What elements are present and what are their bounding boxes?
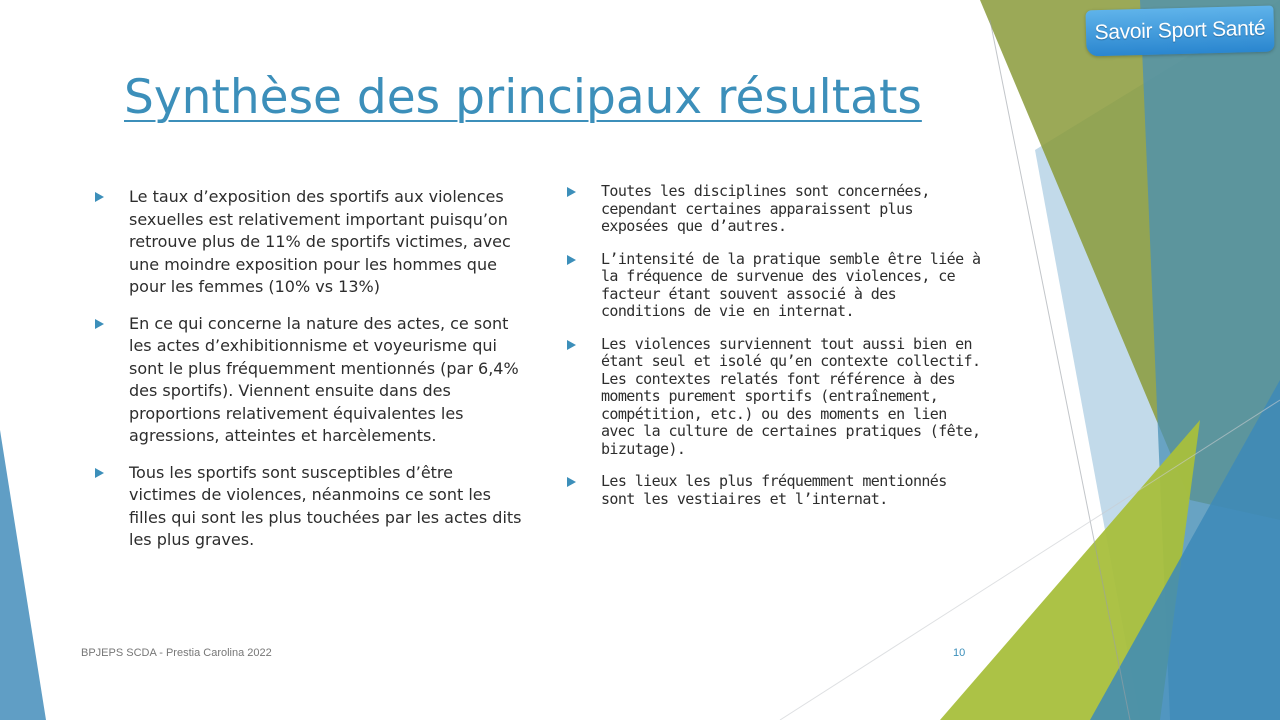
right-bullet-text: Les violences surviennent tout aussi bien en étant seul et isolé qu’en contexte collectif. Les contextes relatés font référence à des moments purement sportifs (entraînement, compétition, etc.) ou des moments en lien avec la culture de certaines pratiques (fête, bizutage). (601, 334, 981, 458)
slide-footer: BPJEPS SCDA - Prestia Carolina 2022 (81, 647, 272, 659)
right-bullet-item (565, 251, 985, 321)
left-bullet-item (93, 313, 523, 448)
triangle-bullet-icon (567, 187, 576, 197)
savoir-sport-sante-logo (1085, 6, 1274, 57)
right-bullet-item (565, 183, 985, 236)
left-bullet-text: En ce qui concerne la nature des actes, ce sont les actes d’exhibitionnisme et voyeurisme qui sont le plus fréquemment mentionnés (par 6,4% des sportifs). Viennent ensuite dans des proportions relativement équivalentes les agressions, atteintes et harcèlements. (129, 313, 519, 445)
left-bullet-list (93, 186, 523, 566)
right-bullet-text: Toutes les disciplines sont concernées, cependant certaines apparaissent plus exposées que d’autres. (601, 182, 930, 235)
right-bullet-text: L’intensité de la pratique semble être liée à la fréquence de survenue des violences, ce facteur étant souvent associé à des conditions de vie en internat. (601, 249, 981, 320)
triangle-bullet-icon (567, 255, 576, 265)
left-bullet-text: Tous les sportifs sont susceptibles d’être victimes de violences, néanmoins ce sont les filles qui sont les plus touchées par les actes dits les plus graves. (129, 462, 522, 549)
logo-text: Savoir Sport Santé (1094, 16, 1266, 45)
right-bullet-item (565, 473, 985, 508)
slide-title: Synthèse des principaux résultats (124, 70, 922, 125)
left-bullet-item (93, 186, 523, 299)
triangle-bullet-icon (95, 192, 104, 202)
page-number: 10 (953, 647, 966, 659)
right-bullet-text: Les lieux les plus fréquemment mentionnés sont les vestiaires et l’internat. (601, 472, 947, 508)
triangle-bullet-icon (567, 340, 576, 350)
right-bullet-list (565, 183, 985, 523)
triangle-bullet-icon (567, 477, 576, 487)
left-bullet-text: Le taux d’exposition des sportifs aux violences sexuelles est relativement important puisqu’on retrouve plus de 11% de sportifs victimes, avec une moindre exposition pour les hommes que pour les femmes (10% vs 13%) (129, 187, 511, 296)
left-blue-triangle (0, 430, 46, 720)
left-bullet-item (93, 462, 523, 552)
right-bullet-item (565, 336, 985, 459)
triangle-bullet-icon (95, 468, 104, 478)
triangle-bullet-icon (95, 319, 104, 329)
